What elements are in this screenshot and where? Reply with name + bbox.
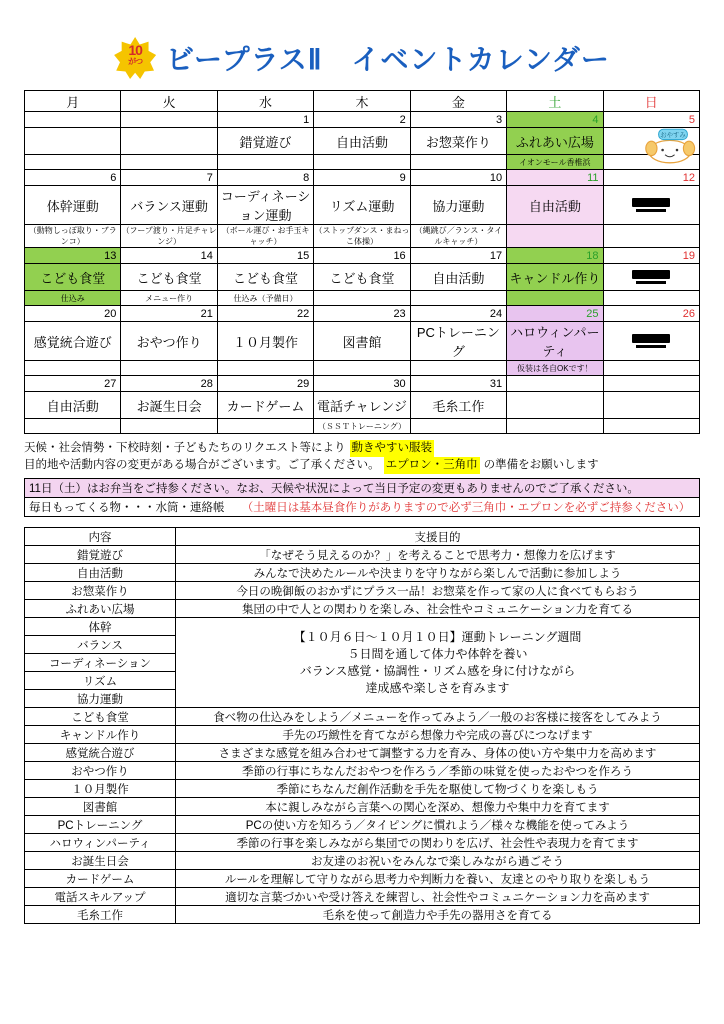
day-sub bbox=[121, 155, 217, 170]
day-event: １０月製作 bbox=[217, 322, 313, 361]
purpose-aim: お友達のお祝いをみんなで楽しみながら過ごそう bbox=[176, 852, 700, 870]
week2-number-row bbox=[25, 170, 700, 186]
day-num: 5 bbox=[603, 112, 699, 128]
day-event bbox=[121, 128, 217, 155]
purpose-name: 毛糸工作 bbox=[25, 906, 176, 924]
day-num: 2 bbox=[314, 112, 410, 128]
purpose-name: お惣菜作り bbox=[25, 582, 176, 600]
day-sub bbox=[25, 419, 121, 434]
day-num: 27 bbox=[25, 376, 121, 392]
purpose-aim: 食べ物の仕込みをしよう／メニューを作ってみよう／一般のお客様に接客をしてみよう bbox=[176, 708, 700, 726]
day-sub bbox=[121, 419, 217, 434]
purpose-name: 図書館 bbox=[25, 798, 176, 816]
purpose-row bbox=[25, 852, 700, 870]
day-num: 1 bbox=[217, 112, 313, 128]
day-event bbox=[25, 128, 121, 155]
week1-sub-row bbox=[25, 155, 700, 170]
day-sub: （ボール運び・お手玉キャッチ） bbox=[217, 225, 313, 248]
day-num: 22 bbox=[217, 306, 313, 322]
day-sub bbox=[603, 419, 699, 434]
october-badge-icon bbox=[114, 37, 156, 79]
day-event: リズム運動 bbox=[314, 186, 410, 225]
dow-tue: 火 bbox=[121, 91, 217, 112]
notice-saturday-warning: （土曜日は基本昼食作りがありますので必ず三角巾・エプロンを必ずご持参ください） bbox=[247, 502, 691, 514]
day-num: 9 bbox=[314, 170, 410, 186]
day-event: コーディネーション運動 bbox=[217, 186, 313, 225]
day-num: 21 bbox=[121, 306, 217, 322]
day-sub bbox=[217, 361, 313, 376]
day-event: こども食堂 bbox=[25, 264, 121, 291]
purpose-aim: 今日の晩御飯のおかずにプラス一品！お惣菜を作って家の人に食べてもらおう bbox=[176, 582, 700, 600]
day-sub bbox=[25, 361, 121, 376]
dow-mon: 月 bbox=[25, 91, 121, 112]
note-highlight-clothes: 動きやすい服装 bbox=[350, 440, 435, 457]
closed-day-mark bbox=[603, 264, 699, 291]
training-week-line1: 【１０月６日～１０月１０日】運動トレーニング週間 bbox=[293, 629, 582, 644]
note-line-2 bbox=[24, 457, 700, 474]
purpose-aim: 「なぜそう見えるのか？」を考えることで思考力・想像力を広げます bbox=[176, 546, 700, 564]
dow-fri: 金 bbox=[410, 91, 506, 112]
closed-day-mark bbox=[603, 186, 699, 225]
purpose-name: おやつ作り bbox=[25, 762, 176, 780]
week2-sub-row bbox=[25, 225, 700, 248]
purpose-aim: ルールを理解して守りながら思考力や判断力を養い、友達とのやり取りを楽しもう bbox=[176, 870, 700, 888]
purpose-aim: 集団の中で人との関わりを楽しみ、社会性やコミュニケーション力を育てる bbox=[176, 600, 700, 618]
day-event: 感覚統合遊び bbox=[25, 322, 121, 361]
training-week-line2: ５日間を通して体力や体幹を養い bbox=[347, 646, 528, 661]
purpose-name: リズム bbox=[25, 672, 176, 690]
day-sub bbox=[507, 419, 603, 434]
day-num: 19 bbox=[603, 248, 699, 264]
purpose-row bbox=[25, 906, 700, 924]
day-sub bbox=[217, 155, 313, 170]
day-event: 自由活動 bbox=[507, 186, 603, 225]
week5-number-row bbox=[25, 376, 700, 392]
week3-event-row bbox=[25, 264, 700, 291]
day-sub: （ストップダンス・まねっこ体操） bbox=[314, 226, 410, 246]
day-num bbox=[603, 376, 699, 392]
page-header bbox=[24, 32, 700, 84]
day-num: 8 bbox=[217, 170, 313, 186]
day-sub bbox=[314, 155, 410, 170]
purpose-row bbox=[25, 708, 700, 726]
day-sub: 仕込み bbox=[25, 291, 121, 306]
day-num: 7 bbox=[121, 170, 217, 186]
day-sub bbox=[603, 225, 699, 248]
svg-text:おやすみ: おやすみ bbox=[660, 132, 686, 140]
day-sub bbox=[314, 291, 410, 306]
purpose-name: コーディネーション bbox=[25, 654, 176, 672]
day-num: 30 bbox=[314, 376, 410, 392]
day-sub bbox=[25, 155, 121, 170]
day-sub bbox=[314, 361, 410, 376]
purpose-row bbox=[25, 834, 700, 852]
training-week-line4: 達成感や楽しさを育みます bbox=[365, 680, 510, 695]
day-event: バランス運動 bbox=[121, 186, 217, 225]
day-sub: メニュー作り bbox=[121, 291, 217, 306]
purpose-name: カードゲーム bbox=[25, 870, 176, 888]
purpose-row bbox=[25, 726, 700, 744]
day-num: 14 bbox=[121, 248, 217, 264]
day-event: お誕生日会 bbox=[121, 392, 217, 419]
day-num bbox=[507, 376, 603, 392]
day-num: 17 bbox=[410, 248, 506, 264]
day-num bbox=[121, 112, 217, 128]
day-num: 24 bbox=[410, 306, 506, 322]
purpose-aim: 季節の行事にちなんだおやつを作ろう／季節の味覚を使ったおやつを作ろう bbox=[176, 762, 700, 780]
purpose-name: ハロウィンパーティ bbox=[25, 834, 176, 852]
purpose-name: PCトレーニング bbox=[25, 816, 176, 834]
day-event: 自由活動 bbox=[314, 128, 410, 155]
purpose-row bbox=[25, 888, 700, 906]
day-sub: （動物しっぽ取り・ブランコ） bbox=[25, 225, 121, 248]
notice-line-1: 11日（土）はお弁当をご持参ください。なお、天候や状況によって当日予定の変更もありませんのでご了承ください。 bbox=[25, 479, 699, 498]
note-text-2: 目的地や活動内容の変更がある場合がございます。ご了承ください。 bbox=[24, 459, 380, 471]
purpose-table bbox=[24, 527, 700, 924]
day-sub bbox=[410, 419, 506, 434]
day-event: おやつ作り bbox=[121, 322, 217, 361]
day-event: 体幹運動 bbox=[25, 186, 121, 225]
day-sub bbox=[410, 291, 506, 306]
day-sub bbox=[410, 361, 506, 376]
day-sub bbox=[121, 361, 217, 376]
purpose-col-content: 内容 bbox=[25, 528, 176, 546]
day-num: 13 bbox=[25, 248, 121, 264]
purpose-aim: 毛糸を使って創造力や手先の器用さを育てる bbox=[176, 906, 700, 924]
dow-sat: 土 bbox=[507, 91, 603, 112]
purpose-row bbox=[25, 564, 700, 582]
dow-wed: 水 bbox=[217, 91, 313, 112]
purpose-name: バランス bbox=[25, 636, 176, 654]
purpose-row bbox=[25, 618, 700, 636]
calendar-table bbox=[24, 90, 700, 434]
note-text-2b: の準備をお願いします bbox=[483, 459, 599, 471]
day-sub bbox=[603, 291, 699, 306]
day-num: 15 bbox=[217, 248, 313, 264]
purpose-row bbox=[25, 870, 700, 888]
notice-line-2 bbox=[25, 498, 699, 516]
day-num bbox=[25, 112, 121, 128]
day-num: 18 bbox=[507, 248, 603, 264]
day-num: 20 bbox=[25, 306, 121, 322]
day-sub: 仮装は各自OKです！ bbox=[507, 361, 603, 376]
week3-number-row bbox=[25, 248, 700, 264]
purpose-name: １０月製作 bbox=[25, 780, 176, 798]
purpose-header-row bbox=[25, 528, 700, 546]
badge-month-number: 10 bbox=[128, 42, 142, 58]
purpose-aim: 季節の行事を楽しみながら集団での関わりを広げ、社会性や表現力を育てます bbox=[176, 834, 700, 852]
week4-number-row bbox=[25, 306, 700, 322]
day-num: 11 bbox=[507, 170, 603, 186]
purpose-name: 自由活動 bbox=[25, 564, 176, 582]
purpose-row bbox=[25, 582, 700, 600]
day-event: こども食堂 bbox=[121, 264, 217, 291]
day-num: 4 bbox=[507, 112, 603, 128]
dow-thu: 木 bbox=[314, 91, 410, 112]
day-num: 16 bbox=[314, 248, 410, 264]
purpose-name: 協力運動 bbox=[25, 690, 176, 708]
mascot-illustration bbox=[603, 128, 699, 155]
week3-sub-row bbox=[25, 291, 700, 306]
dow-sun: 日 bbox=[603, 91, 699, 112]
day-event: こども食堂 bbox=[217, 264, 313, 291]
purpose-name: 錯覚遊び bbox=[25, 546, 176, 564]
day-event: PCトレーニング bbox=[410, 322, 506, 361]
day-sub: （縄跳び／ランス・タイルキャッチ） bbox=[410, 225, 506, 248]
day-num: 26 bbox=[603, 306, 699, 322]
calendar-header-row bbox=[25, 91, 700, 112]
week1-event-row bbox=[25, 128, 700, 155]
notice-bring-items: 毎日もってくる物・・・水筒・連絡帳 bbox=[29, 502, 248, 514]
week1-number-row bbox=[25, 112, 700, 128]
notes-section bbox=[24, 440, 700, 474]
purpose-aim: 季節にちなんだ創作活動を手先を駆使して物づくりを楽しもう bbox=[176, 780, 700, 798]
day-sub bbox=[410, 155, 506, 170]
day-event bbox=[603, 392, 699, 419]
week4-sub-row bbox=[25, 361, 700, 376]
badge-month-unit: がつ bbox=[128, 57, 143, 66]
day-num: 3 bbox=[410, 112, 506, 128]
purpose-aim: 手先の巧緻性を育てながら想像力や完成の喜びにつなげます bbox=[176, 726, 700, 744]
training-week-line3: バランス感覚・協調性・リズム感を身に付けながら bbox=[299, 663, 576, 678]
day-num: 6 bbox=[25, 170, 121, 186]
week5-event-row bbox=[25, 392, 700, 419]
day-num: 31 bbox=[410, 376, 506, 392]
purpose-name: 感覚統合遊び bbox=[25, 744, 176, 762]
purpose-aim: さまざまな感覚を組み合わせて調整する力を育み、身体の使い方や集中力を高めます bbox=[176, 744, 700, 762]
day-event: ふれあい広場 bbox=[507, 128, 603, 155]
purpose-aim: みんなで決めたルールや決まりを守りながら楽しんで活動に参加しよう bbox=[176, 564, 700, 582]
purpose-col-aim: 支援目的 bbox=[176, 528, 700, 546]
day-event: 図書館 bbox=[314, 322, 410, 361]
purpose-row bbox=[25, 546, 700, 564]
day-event: 電話チャレンジ bbox=[314, 392, 410, 419]
note-text-1: 天候・社会情勢・下校時刻・子どもたちのリクエスト等により bbox=[24, 442, 346, 454]
day-sub: （ＳＳＴトレーニング） bbox=[314, 419, 410, 434]
day-event: 毛糸工作 bbox=[410, 392, 506, 419]
day-event: カードゲーム bbox=[217, 392, 313, 419]
day-event: 協力運動 bbox=[410, 186, 506, 225]
day-num: 12 bbox=[603, 170, 699, 186]
day-event: こども食堂 bbox=[314, 264, 410, 291]
page-title: ビープラスⅡ イベントカレンダー bbox=[166, 45, 610, 76]
purpose-name: お誕生日会 bbox=[25, 852, 176, 870]
purpose-name: キャンドル作り bbox=[25, 726, 176, 744]
purpose-row bbox=[25, 816, 700, 834]
closed-day-mark bbox=[603, 322, 699, 361]
day-num: 28 bbox=[121, 376, 217, 392]
day-num: 25 bbox=[507, 306, 603, 322]
note-highlight-apron: エプロン・三角巾 bbox=[384, 457, 480, 474]
purpose-name: 電話スキルアップ bbox=[25, 888, 176, 906]
notice-box bbox=[24, 478, 700, 517]
day-num: 29 bbox=[217, 376, 313, 392]
day-sub bbox=[507, 291, 603, 306]
training-week-block bbox=[176, 618, 700, 708]
purpose-name: こども食堂 bbox=[25, 708, 176, 726]
week2-event-row bbox=[25, 186, 700, 225]
day-sub: （フープ渡り・片足チャレンジ） bbox=[121, 226, 217, 246]
purpose-aim: 適切な言葉づかいや受け答えを練習し、社会性やコミュニケーション力を高めます bbox=[176, 888, 700, 906]
day-sub bbox=[507, 225, 603, 248]
day-event: 自由活動 bbox=[410, 264, 506, 291]
week5-sub-row bbox=[25, 419, 700, 434]
day-event: お惣菜作り bbox=[410, 128, 506, 155]
day-event: キャンドル作り bbox=[507, 264, 603, 291]
day-event: 自由活動 bbox=[25, 392, 121, 419]
day-num: 10 bbox=[410, 170, 506, 186]
purpose-row bbox=[25, 780, 700, 798]
day-sub bbox=[603, 361, 699, 376]
day-event bbox=[507, 392, 603, 419]
purpose-row bbox=[25, 798, 700, 816]
purpose-row bbox=[25, 744, 700, 762]
day-sub bbox=[217, 419, 313, 434]
day-event: 錯覚遊び bbox=[217, 128, 313, 155]
purpose-name: ふれあい広場 bbox=[25, 600, 176, 618]
day-sub: 仕込み（予備日） bbox=[217, 291, 313, 306]
purpose-aim: PCの使い方を知ろう／タイピングに慣れよう／様々な機能を使ってみよう bbox=[176, 816, 700, 834]
purpose-row bbox=[25, 762, 700, 780]
day-num: 23 bbox=[314, 306, 410, 322]
purpose-name: 体幹 bbox=[25, 618, 176, 636]
day-sub: イオンモール香椎浜 bbox=[507, 155, 603, 170]
purpose-aim: 本に親しみながら言葉への関心を深め、想像力や集中力を育てます bbox=[176, 798, 700, 816]
purpose-row bbox=[25, 600, 700, 618]
note-line-1 bbox=[24, 440, 700, 457]
day-event: ハロウィンパーティ bbox=[507, 322, 603, 361]
week4-event-row bbox=[25, 322, 700, 361]
